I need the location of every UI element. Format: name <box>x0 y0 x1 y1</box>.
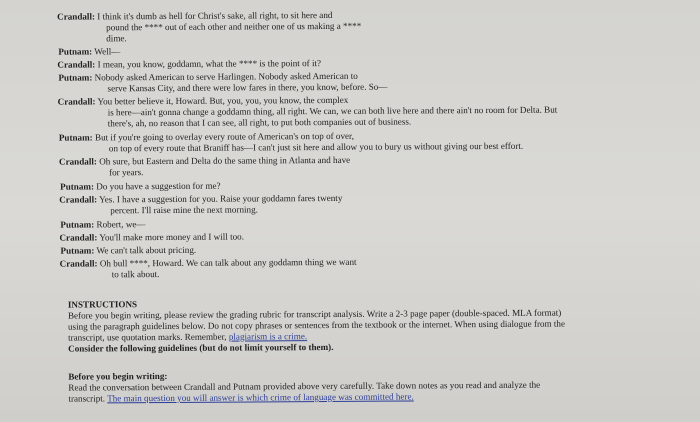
transcript-line: Crandall: You'll make more money and I will too. <box>59 231 245 243</box>
transcript-line: Putnam: Do you have a suggestion for me? <box>60 180 221 192</box>
transcript-line: Putnam: But if you're going to overlay every route of American's on top of over, <box>58 130 355 143</box>
instructions-line: using the paragraph guidelines below. Do not copy phrases or sentences from the textbook or the internet. When using dialogue from the <box>67 318 566 332</box>
transcript-line: for years. <box>109 167 144 178</box>
guidelines-line: Consider the following guidelines (but do not limit yourself to them). <box>68 341 334 354</box>
transcript-line: Putnam: Well— <box>58 46 121 57</box>
transcript-line: percent. I'll raise mine the next morning. <box>110 204 258 216</box>
transcript-line: dime. <box>106 33 127 44</box>
transcript-line: Crandall: I think it's dumb as hell for Christ's sake, all right, to sit here and <box>57 9 333 22</box>
transcript-line: there's, ah, no reason that I can see, all right, to put both companies out of business. <box>107 116 412 129</box>
transcript-line: Crandall: Yes. I have a suggestion for you. Raise your goddamn fares twenty <box>59 192 343 205</box>
transcript-line: on top of every route that Braniff has—I can't just sit here and allow you to bury us without giving our best effort. <box>108 140 524 154</box>
transcript-line: Crandall: I mean, you know, goddamn, what the **** is the point of it? <box>57 58 322 70</box>
before-line: transcript. The main question you will answer is which crime of language was committed here. <box>68 391 414 404</box>
transcript-line: Putnam: We can't talk about pricing. <box>60 244 197 256</box>
transcript-line: Crandall: Oh sure, but Eastern and Delta do the same thing in Atlanta and have <box>58 154 351 167</box>
transcript-line: serve Kansas City, and there were low fares in there, you know, before. So— <box>107 81 388 94</box>
transcript-line: is here—ain't gonna change a goddamn thing, all right. We can, we can both live here and there ain't no room for Delta. But <box>107 104 558 118</box>
transcript-line: Crandall: Oh bull ****, Howard. We can talk about any goddamn thing we want <box>59 256 357 269</box>
plagiarism-link[interactable]: plagiarism is a crime. <box>228 331 308 342</box>
before-heading: Before you begin writing: <box>68 370 168 382</box>
instructions-line: Before you begin writing, please review the grading rubric for transcript analysis. Write a 2-3 page paper (double-spaced. MLA format) <box>67 307 562 321</box>
transcript-line: pound the **** out of each other and neither one of us making a **** <box>106 20 362 33</box>
transcript-line: Putnam: Nobody asked American to serve Harlingen. Nobody asked American to <box>58 70 358 83</box>
transcript-line: Crandall: You better believe it, Howard. But, you, you, you know, the complex <box>57 94 349 107</box>
main-question-link[interactable]: The main question you will answer is which crime of language was committed here. <box>107 391 414 404</box>
before-line: Read the conversation between Crandall and Putnam provided above very carefully. Take down notes as you read and analyze the <box>68 379 541 393</box>
transcript-line: Putnam: Robert, we— <box>60 219 146 230</box>
transcript-line: to talk about. <box>111 269 160 280</box>
instructions-line: transcript, use quotation marks. Remember, plagiarism is a crime. <box>68 331 308 343</box>
instructions-heading: INSTRUCTIONS <box>67 299 138 310</box>
